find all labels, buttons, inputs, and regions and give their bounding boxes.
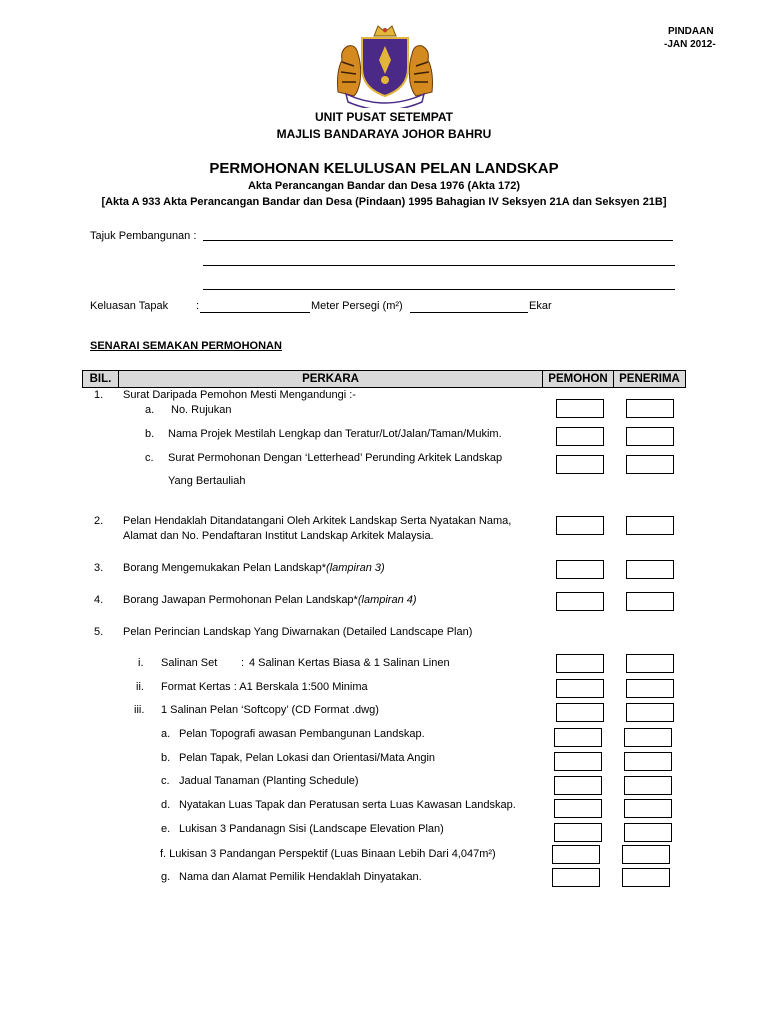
item-5-number: 5. (94, 626, 104, 638)
penerima-checkbox-5f[interactable] (622, 845, 670, 864)
item-5e-label: e. (161, 823, 171, 835)
council-name: MAJLIS BANDARAYA JOHOR BAHRU (276, 127, 492, 141)
penerima-checkbox-5e[interactable] (624, 823, 672, 842)
pemohon-checkbox-1a[interactable] (556, 399, 604, 418)
item-1a-label: a. (145, 404, 155, 416)
meter-unit-label: Meter Persegi (m²) (311, 300, 403, 312)
item-5b-label: b. (161, 752, 171, 764)
item-5f-text: f. Lukisan 3 Pandangan Perspektif (Luas Binaan Lebih Dari 4,047m²) (160, 848, 496, 860)
item-5c-text: Jadual Tanaman (Planting Schedule) (179, 775, 359, 787)
item-5iii-text: 1 Salinan Pelan ‘Softcopy’ (CD Format .dwg) (161, 704, 379, 716)
item-4-note: (lampiran 4) (357, 594, 417, 606)
item-5ii-text: Format Kertas : A1 Berskala 1:500 Minima (161, 681, 368, 693)
item-5i-text: Salinan Set (161, 657, 218, 669)
keluasan-label: Keluasan Tapak (90, 300, 169, 312)
pemohon-checkbox-5b[interactable] (554, 752, 602, 771)
item-1a-text: No. Rujukan (171, 404, 232, 416)
penerima-checkbox-5a[interactable] (624, 728, 672, 747)
item-5e-text: Lukisan 3 Pandanagn Sisi (Landscape Elevation Plan) (179, 823, 444, 835)
pemohon-checkbox-1b[interactable] (556, 427, 604, 446)
pemohon-checkbox-3[interactable] (556, 560, 604, 579)
col-header-penerima: PENERIMA (614, 370, 686, 388)
penerima-checkbox-4[interactable] (626, 592, 674, 611)
penerima-checkbox-1b[interactable] (626, 427, 674, 446)
item-3-text (123, 562, 385, 574)
item-3-number: 3. (94, 562, 104, 574)
revision-date: -JAN 2012- (664, 39, 716, 50)
item-1c-text: Surat Permohonan Dengan ‘Letterhead’ Perunding Arkitek Landskap (168, 452, 503, 464)
act-reference: Akta Perancangan Bandar dan Desa 1976 (Akta 172) (247, 180, 521, 192)
act-amendment-reference: [Akta A 933 Akta Perancangan Bandar dan Desa (Pindaan) 1995 Bahagian IV Seksyen 21A dan Seksyen 21B] (101, 196, 667, 208)
item-1c-label: c. (145, 452, 154, 464)
item-2-number: 2. (94, 515, 104, 527)
ekar-input-line[interactable] (410, 312, 528, 313)
pemohon-checkbox-5i[interactable] (556, 654, 604, 673)
item-5g-label: g. (161, 871, 171, 883)
page-title: PERMOHONAN KELULUSAN PELAN LANDSKAP (209, 160, 559, 177)
pemohon-checkbox-2[interactable] (556, 516, 604, 535)
penerima-checkbox-1a[interactable] (626, 399, 674, 418)
item-2-text-line2: Alamat dan No. Pendaftaran Institut Landskap Arkitek Malaysia. (123, 530, 434, 542)
tajuk-label: Tajuk Pembangunan : (90, 230, 197, 242)
item-5iii-label: iii. (134, 704, 145, 716)
item-5c-label: c. (161, 775, 170, 787)
item-5b-text: Pelan Tapak, Pelan Lokasi dan Orientasi/Mata Angin (179, 752, 436, 764)
pemohon-checkbox-5f[interactable] (552, 845, 600, 864)
pemohon-checkbox-5ii[interactable] (556, 679, 604, 698)
penerima-checkbox-5d[interactable] (624, 799, 672, 818)
tajuk-input-line-2[interactable] (203, 265, 675, 266)
penerima-checkbox-5g[interactable] (622, 868, 670, 887)
tajuk-input-line-1[interactable] (203, 240, 673, 241)
keluasan-colon: : (196, 300, 200, 312)
col-header-pemohon: PEMOHON (543, 370, 614, 388)
col-header-bil: BIL. (82, 370, 119, 388)
item-2-text-line1: Pelan Hendaklah Ditandatangani Oleh Arkitek Landskap Serta Nyatakan Nama, (123, 515, 512, 527)
item-5d-label: d. (161, 799, 171, 811)
penerima-checkbox-5b[interactable] (624, 752, 672, 771)
penerima-checkbox-5iii[interactable] (626, 703, 674, 722)
item-5g-text: Nama dan Alamat Pemilik Hendaklah Dinyatakan. (179, 871, 422, 883)
penerima-checkbox-1c[interactable] (626, 455, 674, 474)
item-4-number: 4. (94, 594, 104, 606)
item-1b-text: Nama Projek Mestilah Lengkap dan Teratur/Lot/Jalan/Taman/Mukim. (168, 428, 502, 440)
item-4-label: Borang Jawapan Permohonan Pelan Landskap* (123, 594, 358, 606)
col-header-perkara: PERKARA (119, 370, 543, 388)
penerima-checkbox-2[interactable] (626, 516, 674, 535)
item-5a-label: a. (161, 728, 171, 740)
item-5a-text: Pelan Topografi awasan Pembangunan Landskap. (179, 728, 425, 740)
penerima-checkbox-3[interactable] (626, 560, 674, 579)
pemohon-checkbox-5a[interactable] (554, 728, 602, 747)
item-1b-label: b. (145, 428, 155, 440)
item-3-label: Borang Mengemukakan Pelan Landskap* (123, 562, 327, 574)
item-5ii-label: ii. (136, 681, 144, 693)
item-5i-colon: : (241, 657, 245, 669)
penerima-checkbox-5i[interactable] (626, 654, 674, 673)
pemohon-checkbox-5iii[interactable] (556, 703, 604, 722)
penerima-checkbox-5c[interactable] (624, 776, 672, 795)
checklist-heading: SENARAI SEMAKAN PERMOHONAN (90, 340, 282, 352)
revision-label: PINDAAN (668, 26, 714, 37)
item-5-text: Pelan Perincian Landskap Yang Diwarnakan (Detailed Landscape Plan) (123, 626, 473, 638)
penerima-checkbox-5ii[interactable] (626, 679, 674, 698)
pemohon-checkbox-5g[interactable] (552, 868, 600, 887)
pemohon-checkbox-1c[interactable] (556, 455, 604, 474)
item-4-text (123, 594, 417, 606)
item-5i-value: 4 Salinan Kertas Biasa & 1 Salinan Linen (249, 657, 450, 669)
ekar-unit-label: Ekar (529, 300, 552, 312)
item-1-number: 1. (94, 389, 104, 401)
item-5d-text: Nyatakan Luas Tapak dan Peratusan serta Luas Kawasan Landskap. (179, 799, 516, 811)
item-5i-label: i. (138, 657, 144, 669)
tajuk-input-line-3[interactable] (203, 289, 675, 290)
pemohon-checkbox-5e[interactable] (554, 823, 602, 842)
item-1c-text-cont: Yang Bertauliah (168, 475, 246, 487)
pemohon-checkbox-5c[interactable] (554, 776, 602, 795)
pemohon-checkbox-5d[interactable] (554, 799, 602, 818)
item-1-text: Surat Daripada Pemohon Mesti Mengandungi :- (123, 389, 356, 401)
item-3-note: (lampiran 3) (326, 562, 385, 574)
pemohon-checkbox-4[interactable] (556, 592, 604, 611)
johor-bahru-crest-logo (332, 22, 438, 108)
meter-input-line[interactable] (200, 312, 310, 313)
unit-name: UNIT PUSAT SETEMPAT (315, 110, 453, 124)
